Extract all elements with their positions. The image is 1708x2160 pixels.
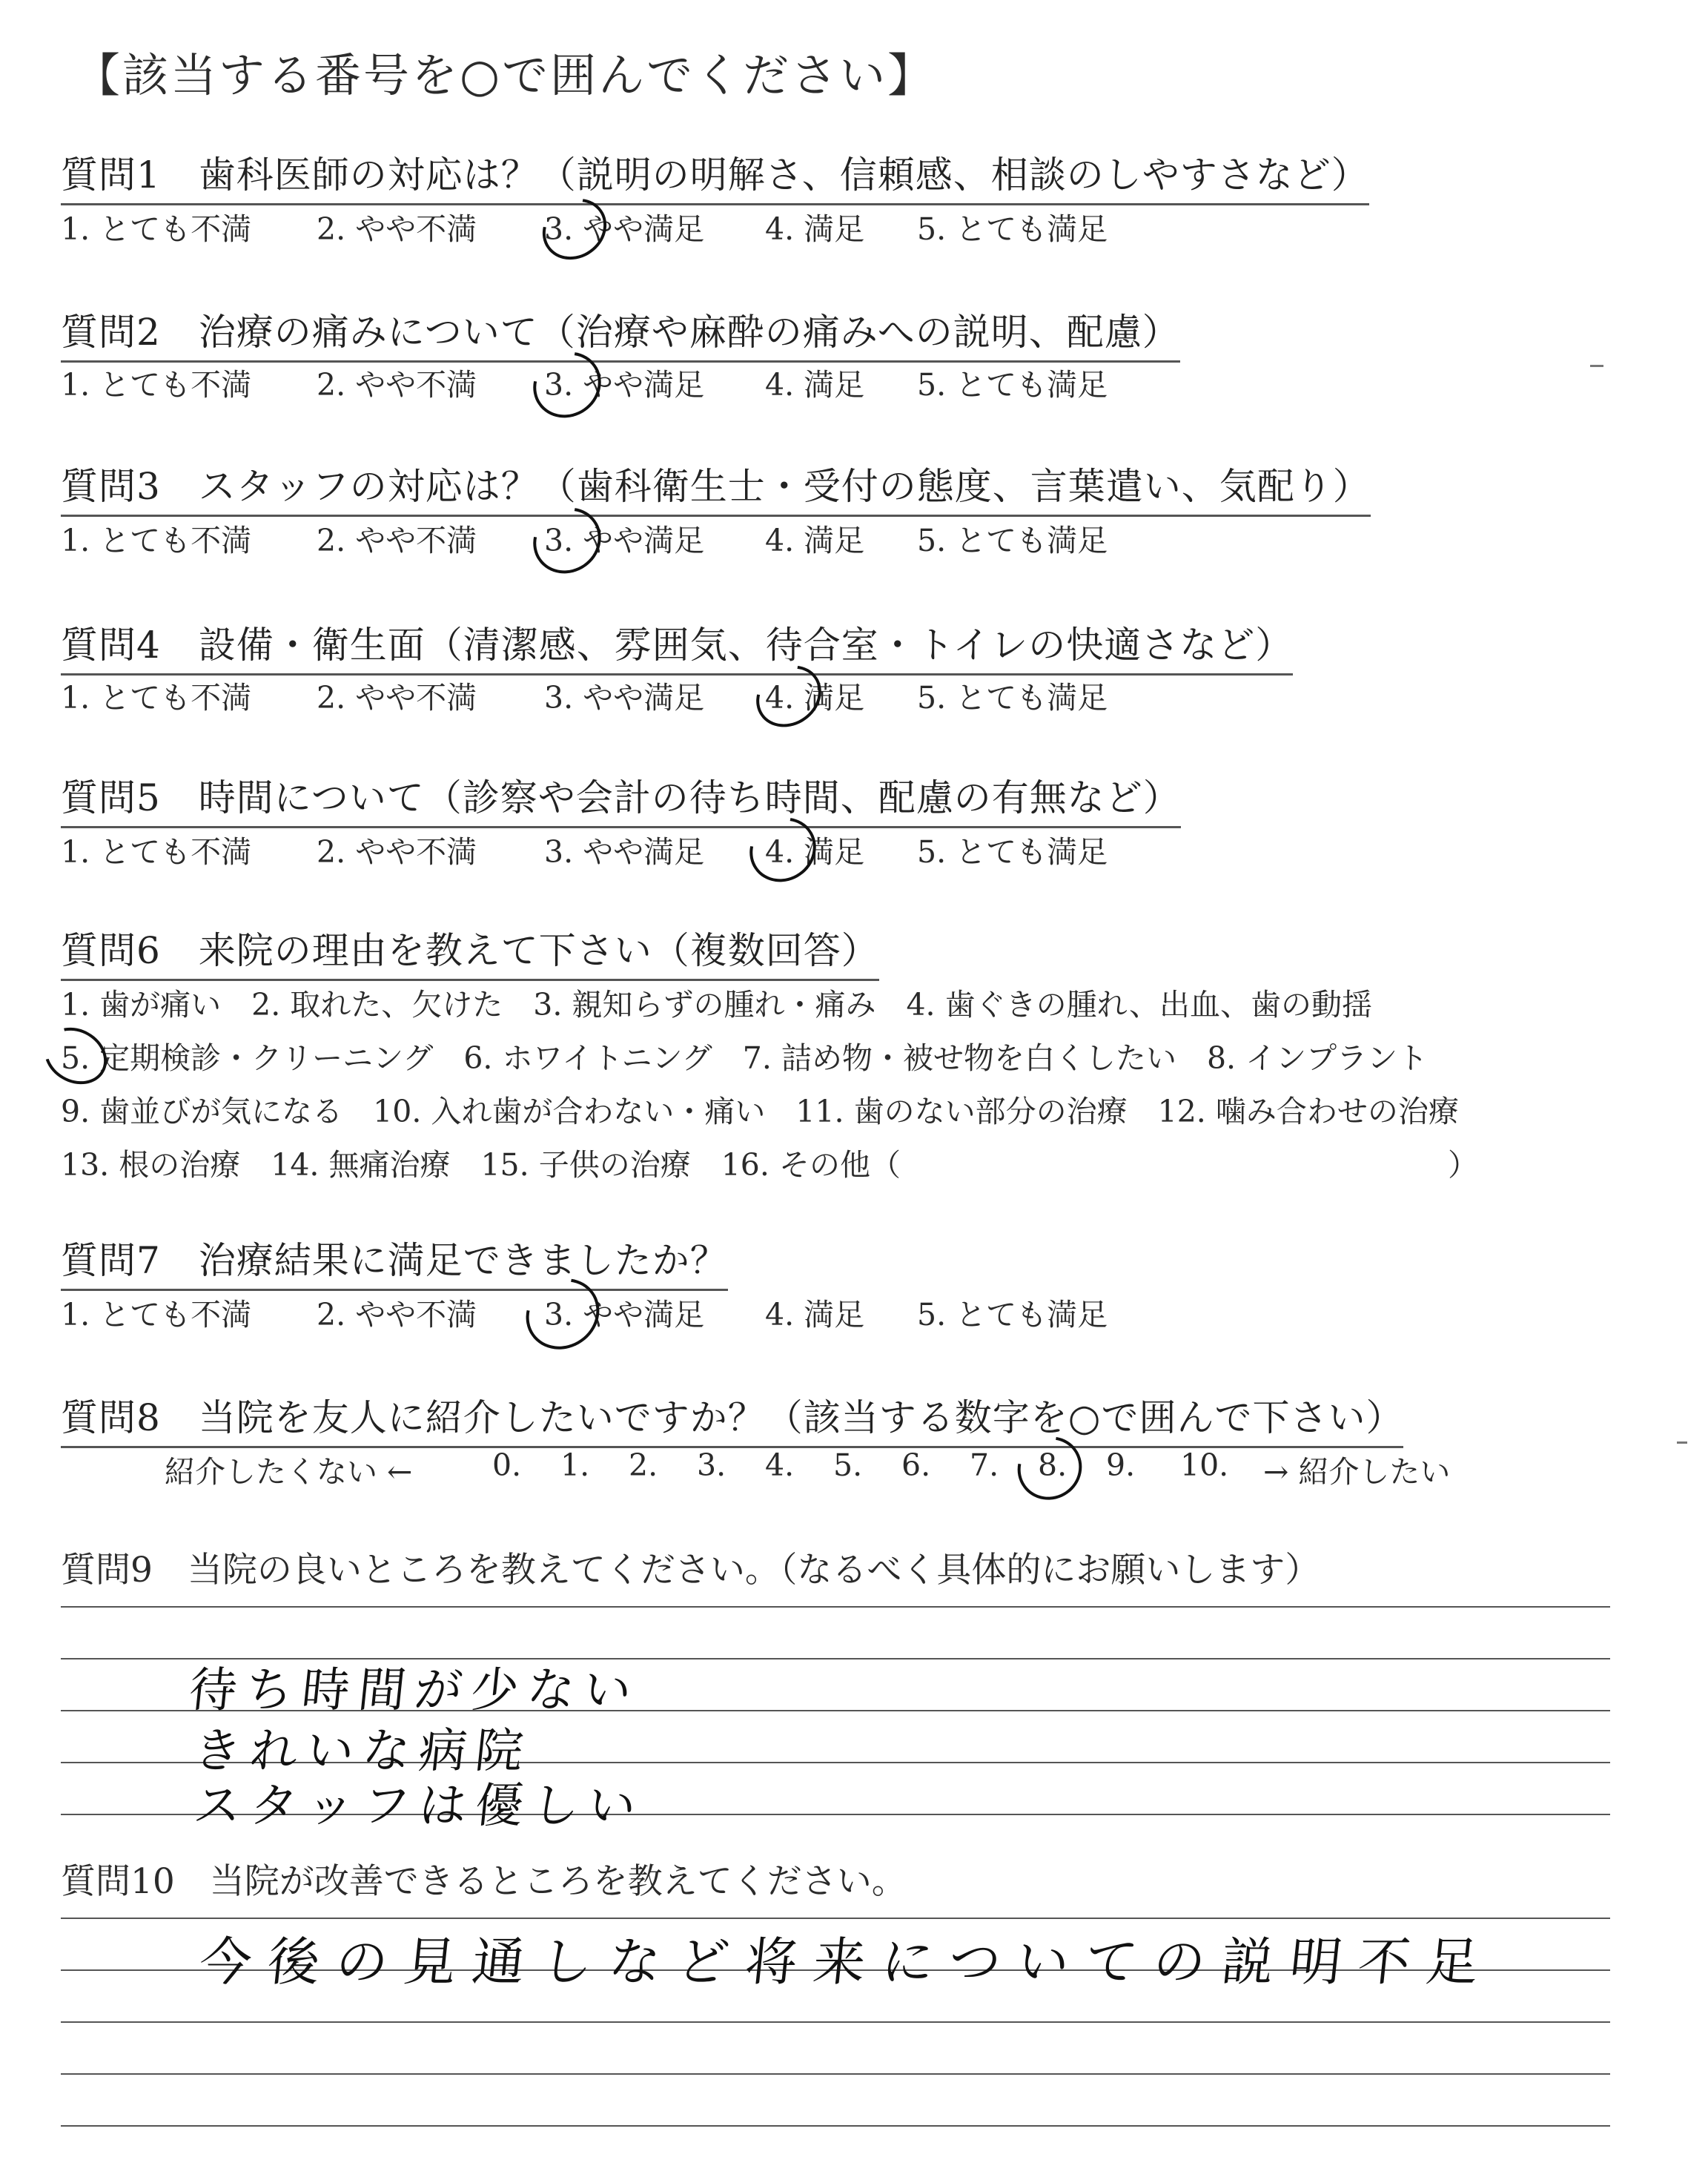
q4-options [61, 673, 1321, 718]
q6-selection-circle [34, 1017, 117, 1095]
q7-option-1[interactable]: 1. とても不満 [61, 1297, 252, 1332]
q1-options [61, 205, 1321, 249]
q1-heading: 質問1 歯科医師の対応は？（説明の明解さ、信頼感、相談のしやすさなど） [61, 145, 1369, 205]
q1-option-2[interactable]: 2. やや不満 [317, 211, 477, 247]
q10-answer-line-1 [61, 1918, 1610, 1919]
q5-option-3[interactable]: 3. やや満足 [544, 834, 705, 870]
q8-number-9[interactable]: 9. [1106, 1447, 1136, 1483]
q10-answer-line-4 [61, 2073, 1610, 2075]
q8-number-8[interactable]: 8. [1038, 1447, 1068, 1483]
q9-answer-line-1 [61, 1606, 1610, 1608]
q4-option-1[interactable]: 1. とても不満 [61, 680, 252, 716]
q8-number-0[interactable]: 0. [492, 1447, 522, 1483]
q8-number-2[interactable]: 2. [629, 1447, 658, 1483]
q6-reasons-row-2[interactable]: 5. 定期検診・クリーニング 6. ホワイトニング 7. 詰め物・被せ物を白くしたい 8. インプラント [61, 1040, 1429, 1076]
q8-number-3[interactable]: 3. [697, 1447, 726, 1483]
q6-reasons-row-1[interactable]: 1. 歯が痛い 2. 取れた、欠けた 3. 親知らずの腫れ・痛み 4. 歯ぐきの腫れ、出血、歯の動揺 [61, 987, 1373, 1023]
q7-option-5[interactable]: 5. とても満足 [917, 1297, 1108, 1332]
q7-option-2[interactable]: 2. やや不満 [317, 1297, 477, 1332]
q2-option-5[interactable]: 5. とても満足 [917, 367, 1108, 403]
q4-option-4[interactable]: 4. 満足 [765, 680, 865, 716]
q5-option-1[interactable]: 1. とても不満 [61, 834, 252, 870]
q1-option-4[interactable]: 4. 満足 [765, 211, 865, 247]
q2-options [61, 360, 1321, 405]
q3-option-3[interactable]: 3. やや満足 [544, 523, 705, 558]
q8-scale [61, 1447, 1543, 1492]
q3-option-2[interactable]: 2. やや不満 [317, 523, 477, 558]
q8-number-5[interactable]: 5. [833, 1447, 863, 1483]
form-title: 【該当する番号を○で囲んでください】 [74, 48, 936, 102]
q9-answer-2: きれいな病院 [191, 1724, 535, 1779]
q6-reasons-row-3[interactable]: 9. 歯並びが気になる 10. 入れ歯が合わない・痛い 11. 歯のない部分の治療 12. 噛み合わせの治療 [61, 1094, 1459, 1129]
q8-heading: 質問8 当院を友人に紹介したいですか？（該当する数字を○で囲んで下さい） [61, 1388, 1403, 1448]
q4-option-5[interactable]: 5. とても満足 [917, 680, 1108, 716]
q7-heading: 質問7 治療結果に満足できましたか？ [61, 1231, 728, 1291]
q4-option-2[interactable]: 2. やや不満 [317, 680, 477, 716]
q4-heading: 質問4 設備・衛生面（清潔感、雰囲気、待合室・トイレの快適さなど） [61, 615, 1293, 676]
q7-option-3[interactable]: 3. やや満足 [544, 1297, 705, 1332]
q1-option-1[interactable]: 1. とても不満 [61, 211, 252, 247]
q2-option-1[interactable]: 1. とても不満 [61, 367, 252, 403]
q10-answer-line-5 [61, 2125, 1610, 2127]
q8-number-7[interactable]: 7. [970, 1447, 999, 1483]
scan-mark [1590, 365, 1603, 367]
q9-heading: 質問9 当院の良いところを教えてください。（なるべく具体的にお願いします） [61, 1550, 1320, 1591]
q7-option-4[interactable]: 4. 満足 [765, 1297, 865, 1332]
q3-option-1[interactable]: 1. とても不満 [61, 523, 252, 558]
q9-answer-3: スタッフは優しい [191, 1779, 648, 1834]
q2-option-3[interactable]: 3. やや満足 [544, 367, 705, 403]
q2-option-2[interactable]: 2. やや不満 [317, 367, 477, 403]
q5-option-4[interactable]: 4. 満足 [765, 834, 865, 870]
q10-answer-1: 今後の見通しなど将来についての説明不足 [196, 1932, 1498, 1992]
q8-number-10[interactable]: 10. [1180, 1447, 1229, 1483]
q5-heading: 質問5 時間について（診察や会計の待ち時間、配慮の有無など） [61, 768, 1181, 828]
q8-left-label: 紹介したくない ← [165, 1454, 413, 1490]
q5-options [61, 828, 1321, 872]
q6-heading: 質問6 来院の理由を教えて下さい（複数回答） [61, 921, 879, 981]
q8-number-6[interactable]: 6. [901, 1447, 931, 1483]
q4-option-3[interactable]: 3. やや満足 [544, 680, 705, 716]
q1-option-5[interactable]: 5. とても満足 [917, 211, 1108, 247]
q1-option-3[interactable]: 3. やや満足 [544, 211, 705, 247]
q3-option-4[interactable]: 4. 満足 [765, 523, 865, 558]
q7-options [61, 1290, 1321, 1335]
q5-option-2[interactable]: 2. やや不満 [317, 834, 477, 870]
q6-reasons-row-4[interactable]: 13. 根の治療 14. 無痛治療 15. 子供の治療 16. その他（ ） [61, 1147, 1478, 1183]
q8-number-4[interactable]: 4. [765, 1447, 795, 1483]
q10-answer-line-3 [61, 2021, 1610, 2023]
q3-options [61, 516, 1321, 561]
q3-heading: 質問3 スタッフの対応は？（歯科衛生士・受付の態度、言葉遣い、気配り） [61, 457, 1371, 517]
q5-option-5[interactable]: 5. とても満足 [917, 834, 1108, 870]
q10-heading: 質問10 当院が改善できるところを教えてください。 [61, 1861, 907, 1902]
q2-heading: 質問2 治療の痛みについて（治療や麻酔の痛みへの説明、配慮） [61, 303, 1180, 363]
q9-answer-1: 待ち時間が少ない [186, 1663, 643, 1718]
q3-option-5[interactable]: 5. とても満足 [917, 523, 1108, 558]
q2-option-4[interactable]: 4. 満足 [765, 367, 865, 403]
q8-number-1[interactable]: 1. [560, 1447, 590, 1483]
scan-mark [1677, 1441, 1687, 1444]
q8-right-label: → 紹介したい [1263, 1454, 1451, 1490]
